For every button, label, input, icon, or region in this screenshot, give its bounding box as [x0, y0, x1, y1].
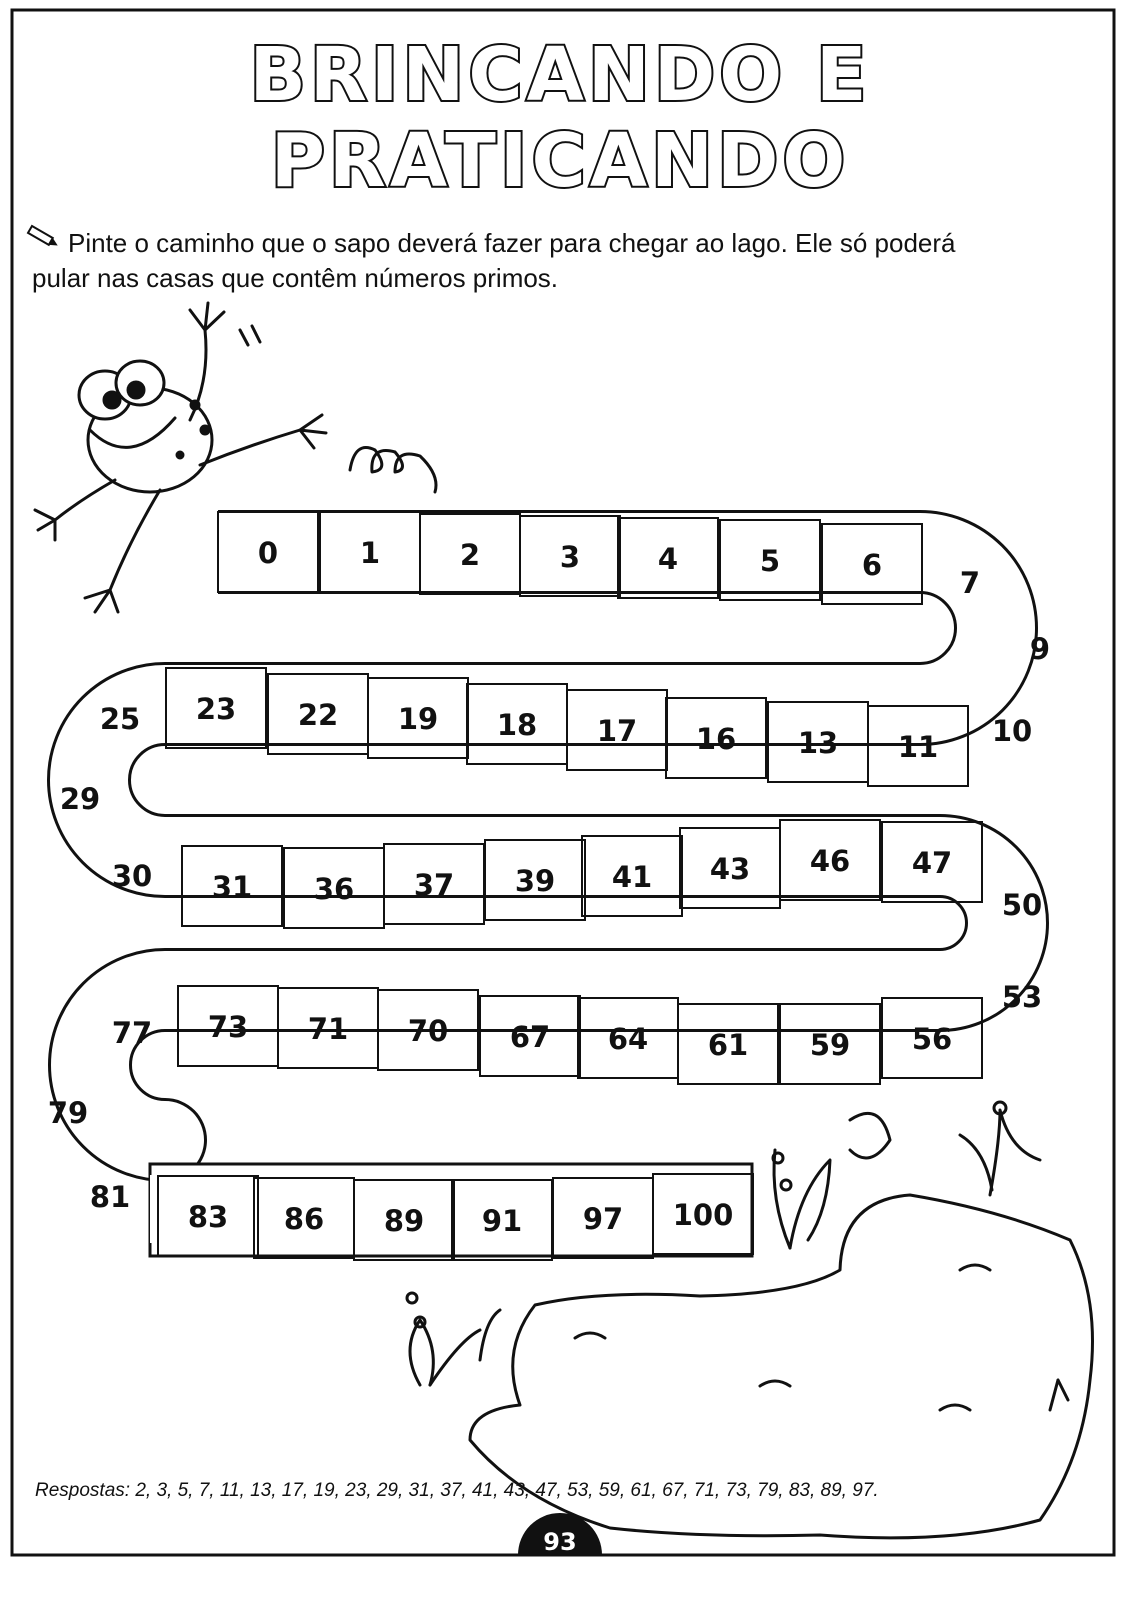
instruction-line-1: Pinte o caminho que o sapo deverá fazer para chegar ao lago. Ele só poderá — [68, 228, 956, 258]
board-cell-number: 6 — [861, 548, 883, 582]
board-cell-number: 56 — [911, 1022, 953, 1056]
board-cell[interactable] — [90, 1180, 130, 1214]
board-cell-number: 17 — [596, 714, 638, 748]
board-cell-number: 41 — [611, 860, 653, 894]
board-cell-number: 64 — [607, 1022, 649, 1056]
board-cell-number: 22 — [297, 698, 339, 732]
board-cell-number: 10 — [991, 714, 1033, 748]
board-cell-number: 5 — [759, 544, 781, 578]
board-cell[interactable] — [100, 702, 140, 736]
board-cell-number: 18 — [496, 708, 538, 742]
board-cell-number: 81 — [89, 1180, 131, 1214]
board-cell-number: 71 — [307, 1012, 349, 1046]
board-cell-number: 53 — [1001, 980, 1043, 1014]
board-cell[interactable] — [1002, 888, 1042, 922]
board-cell-number: 29 — [59, 782, 101, 816]
board-cell-number: 31 — [211, 870, 253, 904]
board-cell[interactable] — [60, 782, 100, 816]
board-cell[interactable] — [992, 714, 1032, 748]
board-cell-number: 47 — [911, 846, 953, 880]
board-cell-number: 70 — [407, 1014, 449, 1048]
page-number: 93 — [543, 1528, 577, 1556]
board-cell-number: 2 — [459, 538, 481, 572]
board-cell-number: 100 — [672, 1198, 734, 1232]
board-cell-number: 37 — [413, 868, 455, 902]
board-cell-number: 43 — [709, 852, 751, 886]
board-cell-number: 67 — [509, 1020, 551, 1054]
instruction-line-2: pular nas casas que contêm números primos. — [32, 263, 559, 293]
board-cell-number: 4 — [657, 542, 679, 576]
board-cell-number: 89 — [383, 1204, 425, 1238]
board-cell-number: 3 — [559, 540, 581, 574]
board-cell[interactable] — [48, 1096, 88, 1130]
board-cell-number: 9 — [1029, 632, 1051, 666]
board-cell-number: 36 — [313, 872, 355, 906]
board-cell-number: 7 — [959, 566, 981, 600]
board-cell-number: 79 — [47, 1096, 89, 1130]
board-cell[interactable] — [960, 566, 980, 600]
board-cell-number: 83 — [187, 1200, 229, 1234]
board-cell-number: 50 — [1001, 888, 1043, 922]
board-cell-number: 46 — [809, 844, 851, 878]
board-cell-number: 25 — [99, 702, 141, 736]
board-cell-number: 1 — [359, 536, 381, 570]
board-cell-number: 86 — [283, 1202, 325, 1236]
board-cell-number: 0 — [257, 536, 279, 570]
board-cell-number: 19 — [397, 702, 439, 736]
board-cell-number: 61 — [707, 1028, 749, 1062]
board-cell-number: 77 — [111, 1016, 153, 1050]
board-cell-number: 13 — [797, 726, 839, 760]
board-cell-number: 16 — [695, 722, 737, 756]
board-cell-number: 59 — [809, 1028, 851, 1062]
title-line-1: BRINCANDO E — [249, 32, 871, 118]
board-cell[interactable] — [112, 1016, 152, 1050]
board-cell[interactable] — [1002, 980, 1042, 1014]
board-cell-number: 73 — [207, 1010, 249, 1044]
board-cell-number: 23 — [195, 692, 237, 726]
answers-text: Respostas: 2, 3, 5, 7, 11, 13, 17, 19, 23, 29, 31, 37, 41, 43, 47, 53, 59, 61, 67, 71, 73, 79, 83, 89, 97. — [35, 1480, 879, 1501]
board-cell-number: 30 — [111, 859, 153, 893]
board-cell-number: 39 — [514, 864, 556, 898]
board-cell[interactable] — [1030, 632, 1050, 666]
title-line-2: PRATICANDO — [270, 118, 850, 204]
pencil-icon — [28, 226, 60, 249]
board-cell[interactable] — [112, 859, 152, 893]
board-cell-number: 91 — [481, 1204, 523, 1238]
board-cell-number: 11 — [897, 730, 939, 764]
board-cell-number: 97 — [582, 1202, 624, 1236]
